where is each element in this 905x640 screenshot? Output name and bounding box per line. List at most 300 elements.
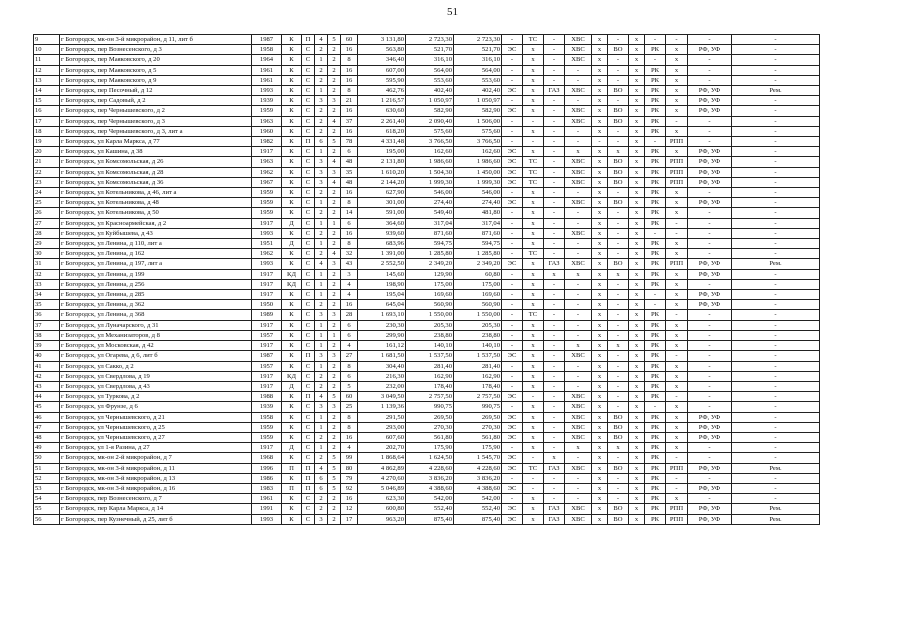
table-cell: ХВС (565, 514, 592, 524)
table-cell: х (592, 453, 608, 463)
table-cell: П (302, 35, 315, 45)
table-cell: х (592, 381, 608, 391)
table-cell: - (688, 392, 732, 402)
table-cell: - (565, 494, 592, 504)
table-cell: - (732, 453, 820, 463)
table-cell: С (302, 228, 315, 238)
table-cell: - (732, 218, 820, 228)
table-cell: 43 (341, 259, 358, 269)
table-cell: ЭС (502, 483, 523, 493)
address-cell: г Богородск, ул Чернышевского, д 25 (60, 422, 252, 432)
table-cell: - (565, 279, 592, 289)
table-cell: - (688, 381, 732, 391)
table-cell: 8 (341, 86, 358, 96)
table-row (34, 259, 820, 269)
table-cell: 4 (315, 392, 328, 402)
table-cell: 1 450,00 (454, 167, 502, 177)
row-number-cell: 22 (34, 167, 60, 177)
table-cell: К (282, 361, 302, 371)
table-cell: - (608, 188, 629, 198)
table-cell: х (592, 147, 608, 157)
table-cell: - (544, 310, 565, 320)
table-row (34, 514, 820, 524)
table-cell: х (666, 320, 688, 330)
table-cell: 2 349,20 (406, 259, 454, 269)
table-cell: х (629, 290, 645, 300)
row-number-cell: 19 (34, 137, 60, 147)
table-cell: - (666, 228, 688, 238)
table-cell: РК (645, 116, 666, 126)
table-cell: С (302, 188, 315, 198)
table-cell: К (282, 167, 302, 177)
table-cell: 129,90 (406, 269, 454, 279)
table-cell: РК (645, 269, 666, 279)
table-row (34, 45, 820, 55)
table-cell: С (302, 422, 315, 432)
table-cell: - (544, 320, 565, 330)
table-cell: 216,30 (358, 371, 406, 381)
table-cell: 2 (328, 412, 341, 422)
table-cell: х (523, 218, 544, 228)
table-row (34, 177, 820, 187)
table-cell: х (523, 45, 544, 55)
page-number: 51 (447, 6, 458, 18)
row-number-cell: 53 (34, 483, 60, 493)
table-cell: К (282, 177, 302, 187)
table-cell: 1957 (252, 361, 282, 371)
table-cell: 3 (315, 96, 328, 106)
table-row (34, 157, 820, 167)
table-cell: ЭС (502, 147, 523, 157)
table-cell: - (565, 453, 592, 463)
table-cell: 16 (341, 75, 358, 85)
table-cell: х (523, 290, 544, 300)
table-cell: П (302, 483, 315, 493)
table-cell: - (645, 300, 666, 310)
table-cell: РК (645, 259, 666, 269)
table-cell: К (282, 106, 302, 116)
table-cell: - (688, 208, 732, 218)
row-number-cell: 30 (34, 249, 60, 259)
table-cell: - (544, 443, 565, 453)
table-cell: - (608, 453, 629, 463)
table-cell: РК (645, 330, 666, 340)
table-cell: - (666, 483, 688, 493)
table-cell: ЭС (502, 432, 523, 442)
table-row (34, 300, 820, 310)
table-cell: 2 (315, 126, 328, 136)
table-cell: - (502, 290, 523, 300)
table-cell: 4 (328, 116, 341, 126)
row-number-cell: 25 (34, 198, 60, 208)
table-cell: 5 (328, 35, 341, 45)
address-cell: г Богородск, ул Фрунзе, д 6 (60, 402, 252, 412)
table-cell: С (302, 453, 315, 463)
table-cell: РФ, УФ (688, 422, 732, 432)
table-cell: С (302, 402, 315, 412)
table-row (34, 320, 820, 330)
table-cell: х (523, 514, 544, 524)
table-cell: РК (645, 432, 666, 442)
table-cell: К (282, 514, 302, 524)
table-cell: 561,80 (454, 432, 502, 442)
table-cell: С (302, 86, 315, 96)
table-cell: - (502, 371, 523, 381)
address-cell: г Богородск, ул Московская, д 42 (60, 341, 252, 351)
table-cell: 6 (315, 137, 328, 147)
table-cell: 1 (315, 279, 328, 289)
table-cell: РФ, УФ (688, 300, 732, 310)
table-cell: - (732, 494, 820, 504)
table-cell: - (608, 239, 629, 249)
table-cell: ХВС (565, 35, 592, 45)
table-cell: 12 (341, 504, 358, 514)
table-cell: РК (645, 208, 666, 218)
table-cell: х (592, 290, 608, 300)
table-cell: х (523, 381, 544, 391)
table-cell: К (282, 35, 302, 45)
table-cell: - (544, 422, 565, 432)
table-cell: 1 986,60 (406, 157, 454, 167)
table-cell: - (732, 35, 820, 45)
table-cell: х (592, 249, 608, 259)
table-cell: х (629, 198, 645, 208)
table-cell: РФ, УФ (688, 86, 732, 96)
table-cell: К (282, 198, 302, 208)
table-cell: - (544, 188, 565, 198)
table-cell: К (282, 330, 302, 340)
table-cell: 4 388,60 (454, 483, 502, 493)
table-cell: 594,75 (454, 239, 502, 249)
table-row (34, 330, 820, 340)
table-cell: 291,50 (358, 412, 406, 422)
table-row (34, 341, 820, 351)
table-cell: - (688, 371, 732, 381)
table-cell: ХВС (565, 402, 592, 412)
table-cell: - (608, 290, 629, 300)
table-row (34, 463, 820, 473)
row-number-cell: 52 (34, 473, 60, 483)
table-row (34, 290, 820, 300)
table-cell: х (666, 96, 688, 106)
table-cell: 92 (341, 483, 358, 493)
table-cell: 4 (328, 177, 341, 187)
table-cell: - (608, 300, 629, 310)
address-cell: г Богородск, ул Котельникова, д 46, лит а (60, 188, 252, 198)
table-cell: х (629, 412, 645, 422)
table-cell: х (629, 137, 645, 147)
table-cell: х (592, 177, 608, 187)
table-cell: 1996 (252, 463, 282, 473)
table-cell: - (544, 65, 565, 75)
table-cell: РК (645, 279, 666, 289)
row-number-cell: 16 (34, 106, 60, 116)
table-cell: 4 (341, 443, 358, 453)
table-cell: х (523, 371, 544, 381)
table-cell: - (544, 351, 565, 361)
table-cell: - (732, 381, 820, 391)
table-cell: С (302, 269, 315, 279)
table-cell: ВО (608, 514, 629, 524)
table-cell: 1 (315, 341, 328, 351)
table-cell: 1 (315, 330, 328, 340)
table-cell: - (732, 228, 820, 238)
table-cell: 618,20 (358, 126, 406, 136)
table-cell: 8 (341, 412, 358, 422)
table-cell: х (629, 126, 645, 136)
table-cell: 6 (341, 320, 358, 330)
table-cell: К (282, 504, 302, 514)
table-cell: Д (282, 218, 302, 228)
table-cell: х (592, 279, 608, 289)
table-cell: 8 (341, 198, 358, 208)
table-cell: РК (645, 310, 666, 320)
row-number-cell: 55 (34, 504, 60, 514)
table-cell: РПП (666, 157, 688, 167)
table-cell: х (629, 188, 645, 198)
table-cell: С (302, 116, 315, 126)
table-cell: 304,40 (358, 361, 406, 371)
table-cell: ТС (523, 157, 544, 167)
table-cell: 1959 (252, 422, 282, 432)
table-cell: 35 (341, 167, 358, 177)
table-cell: 270,30 (406, 422, 454, 432)
table-cell: 2 (315, 188, 328, 198)
table-cell: ТС (523, 310, 544, 320)
table-cell: 542,00 (406, 494, 454, 504)
table-cell: 4 862,89 (358, 463, 406, 473)
table-cell: - (608, 228, 629, 238)
table-cell: х (523, 494, 544, 504)
table-cell: х (592, 463, 608, 473)
table-cell: РК (645, 422, 666, 432)
table-cell: 140,10 (406, 341, 454, 351)
address-cell: г Богородск, ул Кашина, д 38 (60, 147, 252, 157)
table-cell: 1 537,50 (406, 351, 454, 361)
table-cell: РК (645, 381, 666, 391)
table-cell: ХВС (565, 504, 592, 514)
table-cell: х (666, 208, 688, 218)
row-number-cell: 28 (34, 228, 60, 238)
table-cell: РПП (666, 177, 688, 187)
table-row (34, 75, 820, 85)
table-cell: 1959 (252, 106, 282, 116)
table-cell: 2 723,30 (406, 35, 454, 45)
row-number-cell: 23 (34, 177, 60, 187)
table-cell: 582,90 (454, 106, 502, 116)
table-cell: - (544, 330, 565, 340)
table-cell: х (523, 422, 544, 432)
table-cell: 175,00 (454, 279, 502, 289)
table-cell: х (629, 371, 645, 381)
table-cell: РФ, УФ (688, 147, 732, 157)
table-cell: 1964 (252, 55, 282, 65)
table-cell: С (302, 55, 315, 65)
row-number-cell: 50 (34, 453, 60, 463)
table-cell: 1917 (252, 269, 282, 279)
table-cell: 205,30 (406, 320, 454, 330)
table-cell: 1 (315, 86, 328, 96)
table-cell: - (565, 249, 592, 259)
table-cell: ТС (523, 249, 544, 259)
table-cell: 3 (328, 351, 341, 361)
table-cell: ХВС (565, 228, 592, 238)
address-cell: г Богородск, мк-он 3-й микрорайон, д 16 (60, 483, 252, 493)
table-cell: 4 (315, 463, 328, 473)
table-cell: С (302, 218, 315, 228)
table-cell: РФ, УФ (688, 177, 732, 187)
table-cell: 1 999,30 (406, 177, 454, 187)
table-cell: - (688, 453, 732, 463)
table-cell: РФ, УФ (688, 269, 732, 279)
table-cell: 3 (328, 96, 341, 106)
table-cell: - (732, 167, 820, 177)
table-cell: 2 (328, 422, 341, 432)
table-cell: ГАЗ (544, 259, 565, 269)
table-cell: 269,50 (406, 412, 454, 422)
table-row (34, 494, 820, 504)
table-cell: х (608, 341, 629, 351)
table-cell: КД (282, 371, 302, 381)
table-cell: 3 836,20 (454, 473, 502, 483)
table-cell: 871,60 (454, 228, 502, 238)
table-cell: х (666, 239, 688, 249)
table-cell: - (732, 96, 820, 106)
table-cell: 1 545,70 (454, 453, 502, 463)
table-cell: 364,60 (358, 218, 406, 228)
address-cell: г Богородск, ул Красноармейская, д 2 (60, 218, 252, 228)
table-cell: 1917 (252, 371, 282, 381)
table-cell: К (282, 188, 302, 198)
table-cell: 1961 (252, 65, 282, 75)
table-cell: - (608, 249, 629, 259)
table-cell: 1968 (252, 453, 282, 463)
table-cell: ВО (608, 45, 629, 55)
table-cell: х (629, 473, 645, 483)
table-cell: С (302, 494, 315, 504)
table-cell: 1 550,00 (454, 310, 502, 320)
table-row (34, 422, 820, 432)
table-cell: - (523, 116, 544, 126)
table-cell: х (592, 65, 608, 75)
table-cell: х (629, 504, 645, 514)
table-cell: - (544, 341, 565, 351)
table-cell: С (302, 320, 315, 330)
table-row (34, 188, 820, 198)
table-cell: х (629, 96, 645, 106)
table-cell: С (302, 412, 315, 422)
table-cell: 14 (341, 208, 358, 218)
table-cell: х (523, 402, 544, 412)
table-cell: РК (645, 494, 666, 504)
table-cell: 162,90 (454, 371, 502, 381)
table-cell: х (592, 310, 608, 320)
row-number-cell: 34 (34, 290, 60, 300)
table-cell: - (732, 320, 820, 330)
table-cell: РК (645, 126, 666, 136)
table-cell: - (565, 483, 592, 493)
table-cell: 2 (328, 320, 341, 330)
table-cell: - (666, 473, 688, 483)
table-cell: К (282, 412, 302, 422)
table-cell: РПП (666, 514, 688, 524)
table-cell: - (688, 65, 732, 75)
table-cell: К (282, 65, 302, 75)
table-cell: 316,10 (454, 55, 502, 65)
table-cell: 299,90 (358, 330, 406, 340)
table-cell: ХВС (565, 157, 592, 167)
table-cell: С (302, 147, 315, 157)
table-cell: 195,04 (358, 290, 406, 300)
table-cell: - (502, 96, 523, 106)
table-cell: 2 (328, 514, 341, 524)
table-cell: - (502, 402, 523, 412)
table-cell: х (592, 371, 608, 381)
table-cell: 549,40 (406, 208, 454, 218)
table-cell: РК (645, 218, 666, 228)
table-cell: 563,80 (358, 45, 406, 55)
table-cell: С (302, 300, 315, 310)
table-cell: х (592, 126, 608, 136)
table-cell: ТС (523, 167, 544, 177)
table-cell: - (544, 126, 565, 136)
table-cell: К (282, 96, 302, 106)
table-cell: ВО (608, 463, 629, 473)
table-cell: 1963 (252, 116, 282, 126)
table-cell: 1 (315, 422, 328, 432)
table-cell: 1959 (252, 208, 282, 218)
table-cell: х (666, 402, 688, 412)
address-cell: г Богородск, ул Ленина, д 110, лит а (60, 239, 252, 249)
address-cell: г Богородск, ул Ленина, д 256 (60, 279, 252, 289)
table-cell: - (502, 35, 523, 45)
table-cell: РФ, УФ (688, 514, 732, 524)
table-cell: х (592, 341, 608, 351)
address-cell: г Богородск, ул Огарева, д 6, лит б (60, 351, 252, 361)
row-number-cell: 11 (34, 55, 60, 65)
table-cell: х (592, 320, 608, 330)
table-row (34, 208, 820, 218)
table-cell: х (523, 412, 544, 422)
table-cell: РК (645, 198, 666, 208)
table-cell: ХВС (565, 259, 592, 269)
table-cell: ГАЗ (544, 86, 565, 96)
row-number-cell: 51 (34, 463, 60, 473)
table-cell: х (523, 320, 544, 330)
table-cell: П (302, 392, 315, 402)
table-cell: К (282, 86, 302, 96)
table-cell: 293,00 (358, 422, 406, 432)
table-cell: Д (282, 443, 302, 453)
table-cell: 1959 (252, 198, 282, 208)
address-cell: г Богородск, пер Садовый, д 2 (60, 96, 252, 106)
table-cell: РК (645, 147, 666, 157)
table-cell: 683,96 (358, 239, 406, 249)
table-cell: 595,90 (358, 75, 406, 85)
table-cell: - (688, 473, 732, 483)
table-cell: х (666, 269, 688, 279)
table-cell: Д (282, 381, 302, 391)
table-cell: 2 (315, 453, 328, 463)
table-cell: - (523, 392, 544, 402)
table-cell: х (629, 381, 645, 391)
address-cell: г Богородск, ул Механизаторов, д 8 (60, 330, 252, 340)
table-cell: х (592, 259, 608, 269)
table-cell: - (502, 330, 523, 340)
table-cell: х (523, 279, 544, 289)
table-cell: П (302, 473, 315, 483)
table-cell: 2 349,20 (454, 259, 502, 269)
